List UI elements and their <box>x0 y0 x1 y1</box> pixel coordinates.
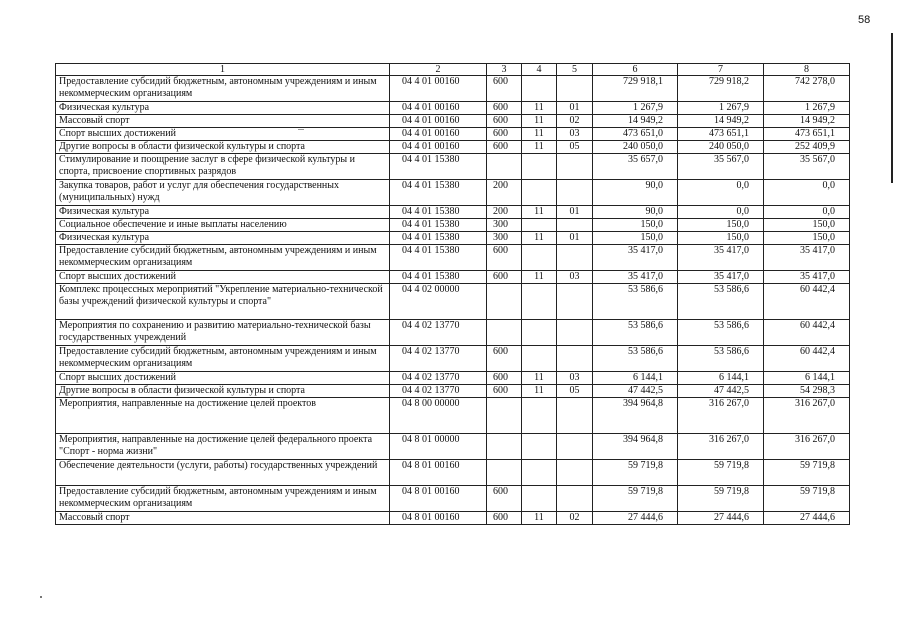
cell-subsection <box>557 154 593 180</box>
cell-name: Обеспечение деятельности (услуги, работы) государственных учреждений <box>56 460 390 486</box>
table-row <box>56 398 850 434</box>
cell-section: 11 <box>522 115 557 128</box>
cell-name: Физическая культура <box>56 232 390 245</box>
header-cell: 5 <box>557 64 593 76</box>
cell-name: Другие вопросы в области физической культуры и спорта <box>56 385 390 398</box>
scan-edge-line <box>891 33 893 183</box>
cell-section: 11 <box>522 128 557 141</box>
table-row <box>56 486 850 512</box>
cell-amount-col7: 53 586,6 <box>678 346 764 372</box>
cell-name: Закупка товаров, работ и услуг для обеспечения государственных (муниципальных) нужд <box>56 180 390 206</box>
cell-code: 04 4 01 00160 <box>390 141 487 154</box>
cell-expense-type: 600 <box>487 141 522 154</box>
cell-amount-col8: 14 949,2 <box>764 115 850 128</box>
cell-amount-col8: 35 417,0 <box>764 245 850 271</box>
cell-name: Физическая культура <box>56 102 390 115</box>
cell-amount-col7: 35 417,0 <box>678 245 764 271</box>
cell-section <box>522 434 557 460</box>
table-row <box>56 346 850 372</box>
cell-amount-col6: 27 444,6 <box>593 512 678 525</box>
cell-amount-col6: 90,0 <box>593 206 678 219</box>
table-row <box>56 154 850 180</box>
cell-code: 04 4 02 13770 <box>390 385 487 398</box>
cell-amount-col6: 53 586,6 <box>593 346 678 372</box>
cell-name: Комплекс процессных мероприятий "Укрепление материально-технической базы учреждений физической культуры и спорта" <box>56 284 390 320</box>
cell-amount-col8: 150,0 <box>764 232 850 245</box>
cell-amount-col7: 0,0 <box>678 180 764 206</box>
cell-subsection: 02 <box>557 512 593 525</box>
cell-amount-col6: 473 651,0 <box>593 128 678 141</box>
cell-section <box>522 219 557 232</box>
cell-section <box>522 460 557 486</box>
cell-expense-type <box>487 154 522 180</box>
cell-expense-type <box>487 434 522 460</box>
cell-amount-col6: 53 586,6 <box>593 284 678 320</box>
cell-code: 04 4 01 15380 <box>390 271 487 284</box>
cell-expense-type: 600 <box>487 346 522 372</box>
header-cell: 7 <box>678 64 764 76</box>
cell-amount-col6: 35 417,0 <box>593 245 678 271</box>
header-cell: 1 <box>56 64 390 76</box>
cell-name: Мероприятия, направленные на достижение целей проектов <box>56 398 390 434</box>
cell-section <box>522 346 557 372</box>
cell-amount-col8: 252 409,9 <box>764 141 850 154</box>
cell-amount-col7: 35 567,0 <box>678 154 764 180</box>
cell-subsection: 02 <box>557 115 593 128</box>
cell-subsection <box>557 398 593 434</box>
cell-amount-col8: 0,0 <box>764 206 850 219</box>
cell-section: 11 <box>522 512 557 525</box>
cell-section <box>522 486 557 512</box>
cell-section: 11 <box>522 271 557 284</box>
cell-subsection <box>557 320 593 346</box>
cell-name: Предоставление субсидий бюджетным, автономным учреждениям и иным некоммерческим организациям <box>56 346 390 372</box>
cell-amount-col6: 394 964,8 <box>593 434 678 460</box>
cell-section <box>522 398 557 434</box>
cell-expense-type: 600 <box>487 115 522 128</box>
header-cell: 8 <box>764 64 850 76</box>
table-row <box>56 115 850 128</box>
cell-expense-type: 600 <box>487 372 522 385</box>
cell-amount-col8: 27 444,6 <box>764 512 850 525</box>
cell-code: 04 8 01 00160 <box>390 486 487 512</box>
cell-amount-col7: 27 444,6 <box>678 512 764 525</box>
header-cell: 4 <box>522 64 557 76</box>
cell-amount-col8: 742 278,0 <box>764 76 850 102</box>
table-row <box>56 245 850 271</box>
cell-subsection <box>557 460 593 486</box>
table-row <box>56 128 850 141</box>
cell-subsection <box>557 76 593 102</box>
cell-expense-type: 600 <box>487 76 522 102</box>
cell-subsection <box>557 346 593 372</box>
cell-section <box>522 320 557 346</box>
cell-amount-col7: 14 949,2 <box>678 115 764 128</box>
cell-amount-col8: 35 417,0 <box>764 271 850 284</box>
cell-amount-col6: 394 964,8 <box>593 398 678 434</box>
cell-subsection: 01 <box>557 206 593 219</box>
table-row <box>56 102 850 115</box>
cell-amount-col7: 316 267,0 <box>678 398 764 434</box>
cell-subsection: 01 <box>557 102 593 115</box>
cell-amount-col6: 14 949,2 <box>593 115 678 128</box>
cell-amount-col6: 240 050,0 <box>593 141 678 154</box>
cell-code: 04 4 01 15380 <box>390 154 487 180</box>
cell-name: Спорт высших достижений <box>56 271 390 284</box>
table-row <box>56 434 850 460</box>
cell-amount-col7: 59 719,8 <box>678 460 764 486</box>
page-number: 58 <box>858 14 871 26</box>
cell-name: Мероприятия по сохранению и развитию материально-технической базы государственных учреждений <box>56 320 390 346</box>
cell-amount-col8: 59 719,8 <box>764 460 850 486</box>
cell-amount-col7: 53 586,6 <box>678 284 764 320</box>
cell-section: 11 <box>522 206 557 219</box>
cell-code: 04 4 02 00000 <box>390 284 487 320</box>
cell-subsection <box>557 284 593 320</box>
cell-expense-type: 600 <box>487 128 522 141</box>
cell-subsection <box>557 434 593 460</box>
table-row <box>56 385 850 398</box>
cell-section <box>522 180 557 206</box>
cell-subsection <box>557 245 593 271</box>
cell-amount-col7: 59 719,8 <box>678 486 764 512</box>
header-cell: 3 <box>487 64 522 76</box>
budget-table <box>55 63 850 525</box>
cell-amount-col8: 1 267,9 <box>764 102 850 115</box>
cell-amount-col6: 1 267,9 <box>593 102 678 115</box>
cell-expense-type: 200 <box>487 206 522 219</box>
table-row <box>56 372 850 385</box>
cell-name: Спорт высших достижений <box>56 128 390 141</box>
cell-amount-col8: 60 442,4 <box>764 346 850 372</box>
cell-name: Спорт высших достижений <box>56 372 390 385</box>
cell-code: 04 4 01 15380 <box>390 232 487 245</box>
cell-amount-col8: 54 298,3 <box>764 385 850 398</box>
cell-code: 04 8 01 00160 <box>390 460 487 486</box>
cell-amount-col8: 150,0 <box>764 219 850 232</box>
table-row <box>56 271 850 284</box>
table-row <box>56 206 850 219</box>
cell-code: 04 4 02 13770 <box>390 320 487 346</box>
table-row <box>56 141 850 154</box>
table-row <box>56 460 850 486</box>
table-row <box>56 232 850 245</box>
cell-expense-type: 600 <box>487 271 522 284</box>
cell-amount-col6: 59 719,8 <box>593 460 678 486</box>
cell-section <box>522 76 557 102</box>
cell-amount-col7: 0,0 <box>678 206 764 219</box>
cell-amount-col8: 60 442,4 <box>764 320 850 346</box>
cell-name: Массовый спорт <box>56 115 390 128</box>
cell-name: Мероприятия, направленные на достижение целей федерального проекта "Спорт - норма жизни" <box>56 434 390 460</box>
cell-subsection: 03 <box>557 128 593 141</box>
table-row <box>56 76 850 102</box>
cell-code: 04 4 01 00160 <box>390 102 487 115</box>
cell-section: 11 <box>522 102 557 115</box>
cell-code: 04 4 01 15380 <box>390 206 487 219</box>
cell-expense-type: 600 <box>487 385 522 398</box>
header-cell: 6 <box>593 64 678 76</box>
cell-section <box>522 284 557 320</box>
cell-section <box>522 245 557 271</box>
cell-code: 04 4 01 15380 <box>390 245 487 271</box>
cell-subsection: 05 <box>557 141 593 154</box>
cell-amount-col7: 1 267,9 <box>678 102 764 115</box>
cell-amount-col7: 240 050,0 <box>678 141 764 154</box>
cell-subsection: 03 <box>557 271 593 284</box>
table-row <box>56 219 850 232</box>
cell-expense-type: 600 <box>487 486 522 512</box>
cell-amount-col7: 53 586,6 <box>678 320 764 346</box>
cell-name: Другие вопросы в области физической культуры и спорта <box>56 141 390 154</box>
table-header-row <box>56 64 850 76</box>
cell-amount-col7: 150,0 <box>678 232 764 245</box>
cell-amount-col6: 150,0 <box>593 219 678 232</box>
cell-section: 11 <box>522 385 557 398</box>
cell-amount-col7: 473 651,1 <box>678 128 764 141</box>
cell-subsection <box>557 219 593 232</box>
cell-name: Массовый спорт <box>56 512 390 525</box>
cell-amount-col8: 6 144,1 <box>764 372 850 385</box>
scan-artifact-dot <box>40 596 42 598</box>
cell-name: Физическая культура <box>56 206 390 219</box>
cell-name: Предоставление субсидий бюджетным, автономным учреждениям и иным некоммерческим организациям <box>56 76 390 102</box>
cell-expense-type: 200 <box>487 180 522 206</box>
table-row <box>56 512 850 525</box>
cell-amount-col6: 150,0 <box>593 232 678 245</box>
cell-amount-col8: 35 567,0 <box>764 154 850 180</box>
cell-name: Предоставление субсидий бюджетным, автономным учреждениям и иным некоммерческим организациям <box>56 486 390 512</box>
cell-amount-col6: 59 719,8 <box>593 486 678 512</box>
cell-amount-col8: 60 442,4 <box>764 284 850 320</box>
cell-expense-type <box>487 320 522 346</box>
cell-amount-col7: 729 918,2 <box>678 76 764 102</box>
cell-subsection: 03 <box>557 372 593 385</box>
cell-section: 11 <box>522 141 557 154</box>
cell-name: Предоставление субсидий бюджетным, автономным учреждениям и иным некоммерческим организациям <box>56 245 390 271</box>
cell-amount-col7: 6 144,1 <box>678 372 764 385</box>
cell-amount-col8: 59 719,8 <box>764 486 850 512</box>
cell-expense-type <box>487 284 522 320</box>
cell-amount-col7: 35 417,0 <box>678 271 764 284</box>
cell-code: 04 4 01 15380 <box>390 219 487 232</box>
cell-code: 04 4 02 13770 <box>390 372 487 385</box>
cell-code: 04 8 01 00000 <box>390 434 487 460</box>
cell-amount-col6: 90,0 <box>593 180 678 206</box>
cell-section: 11 <box>522 372 557 385</box>
cell-code: 04 4 01 15380 <box>390 180 487 206</box>
cell-subsection: 01 <box>557 232 593 245</box>
cell-amount-col8: 473 651,1 <box>764 128 850 141</box>
cell-subsection <box>557 486 593 512</box>
cell-amount-col6: 47 442,5 <box>593 385 678 398</box>
cell-amount-col6: 6 144,1 <box>593 372 678 385</box>
cell-amount-col7: 47 442,5 <box>678 385 764 398</box>
cell-expense-type: 600 <box>487 245 522 271</box>
cell-expense-type <box>487 460 522 486</box>
cell-amount-col6: 35 657,0 <box>593 154 678 180</box>
cell-section: 11 <box>522 232 557 245</box>
cell-expense-type: 300 <box>487 232 522 245</box>
table-row <box>56 180 850 206</box>
cell-code: 04 8 01 00160 <box>390 512 487 525</box>
cell-subsection <box>557 180 593 206</box>
cell-amount-col8: 316 267,0 <box>764 434 850 460</box>
cell-amount-col6: 35 417,0 <box>593 271 678 284</box>
cell-amount-col8: 0,0 <box>764 180 850 206</box>
cell-name: Социальное обеспечение и иные выплаты населению <box>56 219 390 232</box>
cell-amount-col6: 53 586,6 <box>593 320 678 346</box>
cell-expense-type: 300 <box>487 219 522 232</box>
cell-code: 04 4 02 13770 <box>390 346 487 372</box>
cell-expense-type: 600 <box>487 512 522 525</box>
cell-code: 04 8 00 00000 <box>390 398 487 434</box>
cell-amount-col7: 316 267,0 <box>678 434 764 460</box>
cell-amount-col6: 729 918,1 <box>593 76 678 102</box>
cell-code: 04 4 01 00160 <box>390 115 487 128</box>
cell-name: Стимулирование и поощрение заслуг в сфере физической культуры и спорта, присвоение спортивных разрядов <box>56 154 390 180</box>
cell-expense-type <box>487 398 522 434</box>
cell-subsection: 05 <box>557 385 593 398</box>
cell-code: 04 4 01 00160 <box>390 128 487 141</box>
cell-code: 04 4 01 00160 <box>390 76 487 102</box>
table-row <box>56 320 850 346</box>
cell-amount-col7: 150,0 <box>678 219 764 232</box>
cell-expense-type: 600 <box>487 102 522 115</box>
cell-section <box>522 154 557 180</box>
cell-amount-col8: 316 267,0 <box>764 398 850 434</box>
header-cell: 2 <box>390 64 487 76</box>
table-row <box>56 284 850 320</box>
